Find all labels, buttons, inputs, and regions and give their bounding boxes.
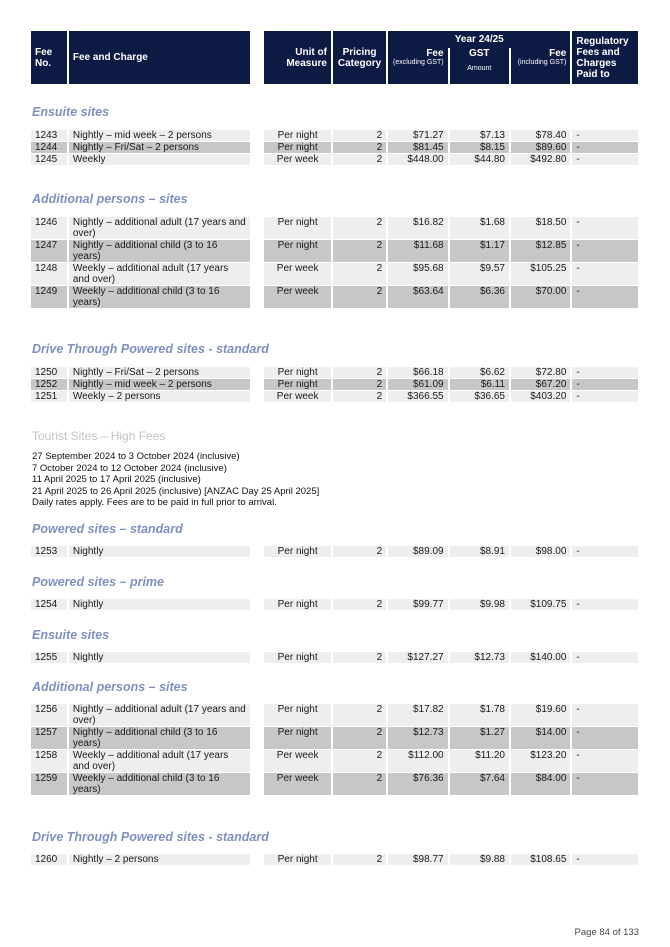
fee-name: Weekly – 2 persons <box>69 391 250 402</box>
gap-cell <box>252 727 262 749</box>
pricing-category: 2 <box>333 142 386 153</box>
fee-excl-gst: $98.77 <box>388 854 447 865</box>
pricing-category: 2 <box>333 391 386 402</box>
table-row <box>31 154 638 165</box>
fee-name: Nightly – additional adult (17 years and over) <box>69 217 250 239</box>
fee-incl-gst: $67.20 <box>511 379 570 390</box>
fee-excl-gst: $112.00 <box>388 750 447 772</box>
gst-amount: $9.88 <box>450 854 509 865</box>
gst-amount: $11.20 <box>450 750 509 772</box>
regulatory-paid-to: - <box>572 652 638 663</box>
gst-amount: $7.64 <box>450 773 509 795</box>
fee-no: 1254 <box>31 599 67 610</box>
unit-of-measure: Per week <box>264 263 331 285</box>
fee-excl-gst: $366.55 <box>388 391 447 402</box>
regulatory-paid-to: - <box>572 286 638 308</box>
unit-of-measure: Per night <box>264 240 331 262</box>
gap-cell <box>252 750 262 772</box>
unit-of-measure: Per week <box>264 391 331 402</box>
gst-amount: $36.65 <box>450 391 509 402</box>
gst-amount: $8.91 <box>450 546 509 557</box>
fee-incl-gst: $403.20 <box>511 391 570 402</box>
header-gst <box>450 48 509 84</box>
gap-cell <box>252 263 262 285</box>
fee-name: Nightly – additional adult (17 years and over) <box>69 704 250 726</box>
fee-name: Nightly <box>69 652 250 663</box>
unit-of-measure: Per night <box>264 367 331 378</box>
fee-excl-gst: $95.68 <box>388 263 447 285</box>
unit-of-measure: Per night <box>264 599 331 610</box>
unit-of-measure: Per week <box>264 773 331 795</box>
fee-name: Nightly – additional child (3 to 16 years) <box>69 240 250 262</box>
fee-table <box>29 129 640 166</box>
pricing-category: 2 <box>333 130 386 141</box>
gst-amount: $1.17 <box>450 240 509 262</box>
fee-excl-gst: $11.68 <box>388 240 447 262</box>
fee-table <box>29 598 640 611</box>
header-fee-incl <box>511 48 570 84</box>
fee-name: Nightly – additional child (3 to 16 years) <box>69 727 250 749</box>
gst-amount: $9.57 <box>450 263 509 285</box>
header-gst-sub: Amount <box>467 65 492 72</box>
regulatory-paid-to: - <box>572 240 638 262</box>
regulatory-paid-to: - <box>572 854 638 865</box>
section-title: Ensuite sites <box>32 105 110 119</box>
regulatory-paid-to: - <box>572 704 638 726</box>
fee-excl-gst: $448.00 <box>388 154 447 165</box>
section-title: Ensuite sites <box>32 628 110 642</box>
high-fees-line: 21 April 2025 to 26 April 2025 (inclusive) [ANZAC Day 25 April 2025] <box>32 485 320 497</box>
high-fees-line: 27 September 2024 to 3 October 2024 (inclusive) <box>32 451 240 462</box>
high-fees-line: 11 April 2025 to 17 April 2025 (inclusive) <box>32 474 201 485</box>
fee-no: 1259 <box>31 773 67 795</box>
gap-cell <box>252 217 262 239</box>
gst-amount: $6.62 <box>450 367 509 378</box>
table-row <box>31 142 638 153</box>
unit-of-measure: Per night <box>264 142 331 153</box>
table-row <box>31 854 638 865</box>
fee-incl-gst: $98.00 <box>511 546 570 557</box>
table-row <box>31 750 638 772</box>
fee-name: Nightly – Fri/Sat – 2 persons <box>69 142 250 153</box>
pricing-category: 2 <box>333 154 386 165</box>
pricing-category: 2 <box>333 652 386 663</box>
header-fee-no: Fee No. <box>31 31 67 84</box>
fee-name: Weekly – additional adult (17 years and over) <box>69 263 250 285</box>
fee-incl-gst: $84.00 <box>511 773 570 795</box>
fee-no: 1243 <box>31 130 67 141</box>
table-row <box>31 652 638 663</box>
fee-excl-gst: $12.73 <box>388 727 447 749</box>
fee-excl-gst: $61.09 <box>388 379 447 390</box>
table-row <box>31 599 638 610</box>
header-regulatory: Regulatory Fees and Charges Paid to <box>572 31 638 84</box>
header-unit-of-measure: Unit of Measure <box>264 31 331 84</box>
fee-table <box>29 703 640 796</box>
pricing-category: 2 <box>333 750 386 772</box>
fee-no: 1251 <box>31 391 67 402</box>
table-row <box>31 286 638 308</box>
gst-amount: $9.98 <box>450 599 509 610</box>
unit-of-measure: Per night <box>264 217 331 239</box>
regulatory-paid-to: - <box>572 217 638 239</box>
fee-incl-gst: $109.75 <box>511 599 570 610</box>
fee-table <box>29 216 640 309</box>
gap-cell <box>252 546 262 557</box>
gst-amount: $1.78 <box>450 704 509 726</box>
regulatory-paid-to: - <box>572 379 638 390</box>
gst-amount: $8.15 <box>450 142 509 153</box>
fee-incl-gst: $19.60 <box>511 704 570 726</box>
pricing-category: 2 <box>333 240 386 262</box>
gst-amount: $1.27 <box>450 727 509 749</box>
fee-name: Weekly – additional child (3 to 16 years) <box>69 773 250 795</box>
fee-excl-gst: $17.82 <box>388 704 447 726</box>
pricing-category: 2 <box>333 854 386 865</box>
fee-excl-gst: $81.45 <box>388 142 447 153</box>
fee-table <box>29 366 640 403</box>
gap-cell <box>252 130 262 141</box>
pricing-category: 2 <box>333 546 386 557</box>
fee-no: 1249 <box>31 286 67 308</box>
regulatory-paid-to: - <box>572 727 638 749</box>
fee-name: Weekly <box>69 154 250 165</box>
pricing-category: 2 <box>333 367 386 378</box>
fee-no: 1256 <box>31 704 67 726</box>
header-fee-excl-label: Fee <box>426 48 444 59</box>
header-fee-and-charge: Fee and Charge <box>69 31 250 84</box>
fee-table-header <box>29 31 640 84</box>
fee-name: Weekly – additional child (3 to 16 years) <box>69 286 250 308</box>
gap-cell <box>252 367 262 378</box>
header-fee-incl-label: Fee <box>549 48 567 59</box>
fee-incl-gst: $70.00 <box>511 286 570 308</box>
fee-no: 1257 <box>31 727 67 749</box>
unit-of-measure: Per night <box>264 854 331 865</box>
fee-excl-gst: $71.27 <box>388 130 447 141</box>
regulatory-paid-to: - <box>572 142 638 153</box>
fee-name: Nightly – mid week – 2 persons <box>69 379 250 390</box>
fee-name: Nightly <box>69 546 250 557</box>
regulatory-paid-to: - <box>572 391 638 402</box>
fee-table <box>29 853 640 866</box>
gst-amount: $6.36 <box>450 286 509 308</box>
pricing-category: 2 <box>333 379 386 390</box>
fee-name: Nightly – 2 persons <box>69 854 250 865</box>
header-fee-excl-sub: (excluding GST) <box>392 59 444 66</box>
fee-incl-gst: $78.40 <box>511 130 570 141</box>
fee-incl-gst: $12.85 <box>511 240 570 262</box>
unit-of-measure: Per week <box>264 286 331 308</box>
fee-incl-gst: $108.65 <box>511 854 570 865</box>
unit-of-measure: Per night <box>264 379 331 390</box>
fee-no: 1252 <box>31 379 67 390</box>
fee-incl-gst: $105.25 <box>511 263 570 285</box>
fee-no: 1247 <box>31 240 67 262</box>
table-row <box>31 546 638 557</box>
header-fee-excl <box>388 48 447 84</box>
gap-cell <box>252 391 262 402</box>
fee-incl-gst: $123.20 <box>511 750 570 772</box>
regulatory-paid-to: - <box>572 367 638 378</box>
gap-cell <box>252 142 262 153</box>
fee-excl-gst: $16.82 <box>388 217 447 239</box>
table-row <box>31 130 638 141</box>
fee-incl-gst: $18.50 <box>511 217 570 239</box>
fee-excl-gst: $127.27 <box>388 652 447 663</box>
unit-of-measure: Per night <box>264 130 331 141</box>
section-title: Additional persons – sites <box>32 680 188 694</box>
fee-name: Weekly – additional adult (17 years and over) <box>69 750 250 772</box>
section-title: Powered sites – standard <box>32 522 183 536</box>
table-row <box>31 367 638 378</box>
regulatory-paid-to: - <box>572 546 638 557</box>
fee-excl-gst: $76.36 <box>388 773 447 795</box>
high-fees-line: Daily rates apply. Fees are to be paid in full prior to arrival. <box>32 497 277 508</box>
regulatory-paid-to: - <box>572 263 638 285</box>
table-row <box>31 217 638 239</box>
fee-no: 1255 <box>31 652 67 663</box>
pricing-category: 2 <box>333 599 386 610</box>
regulatory-paid-to: - <box>572 773 638 795</box>
unit-of-measure: Per week <box>264 750 331 772</box>
fee-excl-gst: $99.77 <box>388 599 447 610</box>
section-title: Powered sites – prime <box>32 575 165 589</box>
table-row <box>31 263 638 285</box>
header-gst-label: GST <box>468 48 490 59</box>
table-row <box>31 704 638 726</box>
header-fee-incl-sub: (including GST) <box>517 59 567 66</box>
unit-of-measure: Per night <box>264 727 331 749</box>
fee-no: 1245 <box>31 154 67 165</box>
gst-amount: $44.80 <box>450 154 509 165</box>
gap-cell <box>252 652 262 663</box>
gst-amount: $12.73 <box>450 652 509 663</box>
gap-cell <box>252 704 262 726</box>
fee-name: Nightly – Fri/Sat – 2 persons <box>69 367 250 378</box>
header-pricing-category: Pricing Category <box>333 31 386 84</box>
fee-no: 1260 <box>31 854 67 865</box>
gap-cell <box>252 379 262 390</box>
fee-table <box>29 545 640 558</box>
table-row <box>31 240 638 262</box>
header-year: Year 24/25 <box>388 31 570 48</box>
gst-amount: $7.13 <box>450 130 509 141</box>
section-title: Drive Through Powered sites - standard <box>32 830 269 844</box>
fee-incl-gst: $72.80 <box>511 367 570 378</box>
table-row <box>31 773 638 795</box>
fee-no: 1244 <box>31 142 67 153</box>
fee-excl-gst: $89.09 <box>388 546 447 557</box>
fee-no: 1250 <box>31 367 67 378</box>
gst-amount: $1.68 <box>450 217 509 239</box>
fee-incl-gst: $492.80 <box>511 154 570 165</box>
unit-of-measure: Per night <box>264 704 331 726</box>
fee-incl-gst: $89.60 <box>511 142 570 153</box>
gap-cell <box>252 286 262 308</box>
fee-incl-gst: $140.00 <box>511 652 570 663</box>
fee-table <box>29 651 640 664</box>
pricing-category: 2 <box>333 286 386 308</box>
gap-cell <box>252 240 262 262</box>
regulatory-paid-to: - <box>572 154 638 165</box>
gap-cell <box>252 854 262 865</box>
fee-no: 1253 <box>31 546 67 557</box>
fee-incl-gst: $14.00 <box>511 727 570 749</box>
pricing-category: 2 <box>333 704 386 726</box>
regulatory-paid-to: - <box>572 599 638 610</box>
unit-of-measure: Per night <box>264 546 331 557</box>
gst-amount: $6.11 <box>450 379 509 390</box>
unit-of-measure: Per week <box>264 154 331 165</box>
pricing-category: 2 <box>333 217 386 239</box>
fee-excl-gst: $63.64 <box>388 286 447 308</box>
page-number: Page 84 of 133 <box>574 927 639 938</box>
fee-name: Nightly – mid week – 2 persons <box>69 130 250 141</box>
gap-cell <box>252 599 262 610</box>
fee-name: Nightly <box>69 599 250 610</box>
gap-cell <box>252 154 262 165</box>
high-fees-notes <box>32 451 319 509</box>
regulatory-paid-to: - <box>572 750 638 772</box>
fee-no: 1258 <box>31 750 67 772</box>
high-fees-line: 7 October 2024 to 12 October 2024 (inclusive) <box>32 462 227 474</box>
fee-no: 1246 <box>31 217 67 239</box>
regulatory-paid-to: - <box>572 130 638 141</box>
pricing-category: 2 <box>333 727 386 749</box>
pricing-category: 2 <box>333 263 386 285</box>
table-row <box>31 727 638 749</box>
section-title: Drive Through Powered sites - standard <box>32 342 269 356</box>
section-title: Additional persons – sites <box>32 192 188 206</box>
table-row <box>31 391 638 402</box>
unit-of-measure: Per night <box>264 652 331 663</box>
pricing-category: 2 <box>333 773 386 795</box>
gap-cell <box>252 773 262 795</box>
table-row <box>31 379 638 390</box>
fee-excl-gst: $66.18 <box>388 367 447 378</box>
high-fees-title: Tourist Sites – High Fees <box>32 429 166 443</box>
header-gap <box>252 31 262 84</box>
fee-no: 1248 <box>31 263 67 285</box>
